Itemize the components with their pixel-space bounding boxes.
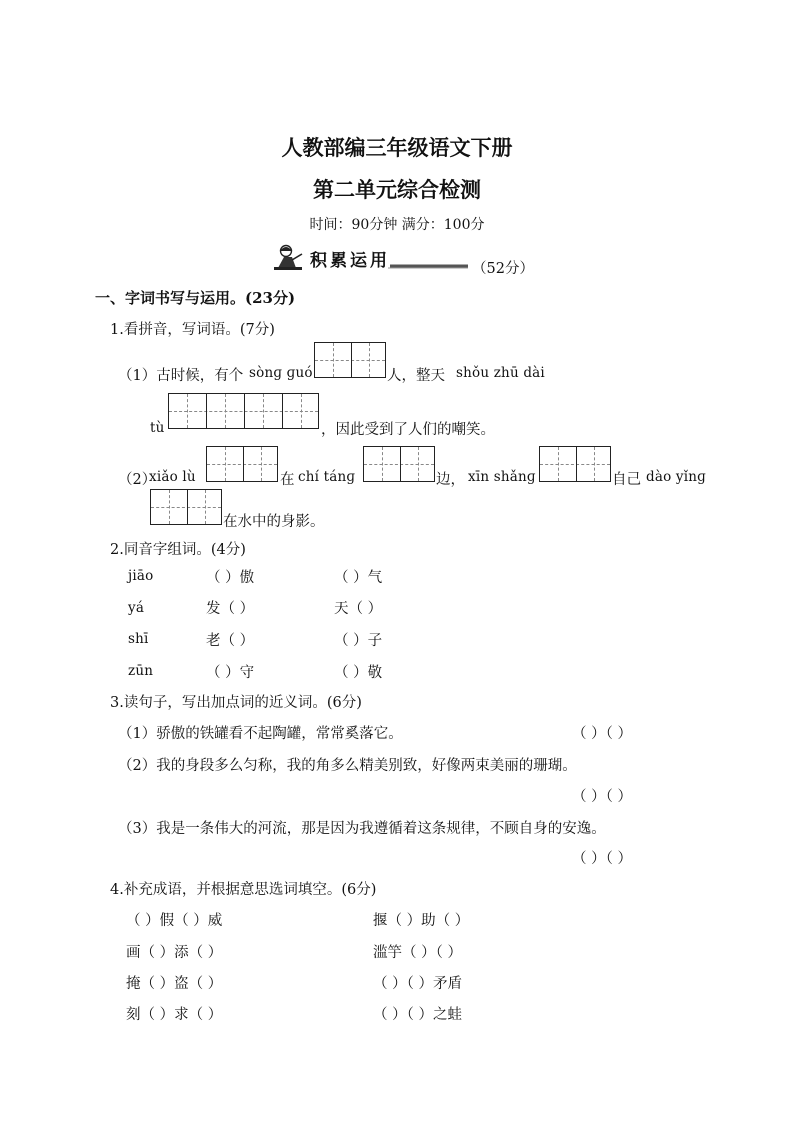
page-title: 人教部编三年级语文下册	[281, 135, 513, 160]
writing-grid[interactable]	[539, 446, 611, 482]
q1-line1-prefix: （1）古时候，有个	[118, 368, 244, 384]
pinyin: chí tánɡ	[298, 469, 356, 485]
time-info: 时间：90分钟 满分：100分	[309, 217, 485, 233]
q3-sentence: （2）我的身段多么匀称，我的角多么精美别致，好像两束美丽的珊瑚。	[118, 758, 577, 774]
pinyin: sònɡ ɡuó	[249, 365, 313, 381]
q2-blank[interactable]: （ ）敬	[334, 665, 383, 681]
writing-grid[interactable]	[206, 446, 278, 482]
q2-pinyin: shī	[128, 631, 149, 647]
q2-blank[interactable]: （ ）傲	[206, 570, 255, 586]
writing-grid[interactable]	[363, 446, 435, 482]
q2-blank[interactable]: 发（ ）	[206, 601, 255, 617]
writing-grid[interactable]	[168, 393, 319, 429]
banner-label: 积累运用	[310, 251, 390, 271]
q3-sentence: （3）我是一条伟大的河流，那是因为我遵循着这条规律，不顾自身的安逸。	[118, 821, 606, 837]
writing-grid[interactable]	[150, 489, 222, 525]
q2-pinyin: yá	[128, 600, 145, 616]
section-banner	[272, 242, 472, 274]
q2-title: 2.同音字组词。(4分)	[110, 542, 246, 558]
q2-blank[interactable]: （ ）子	[334, 633, 383, 649]
section-heading: 一、字词书写与运用。(23分)	[95, 289, 296, 307]
q2-pinyin: jiāo	[128, 568, 154, 584]
section-points: （52分）	[472, 261, 534, 277]
q3-title: 3.读句子，写出加点词的近义词。(6分)	[110, 695, 362, 711]
q3-answer-blanks[interactable]: （ ）（ ）	[572, 851, 632, 867]
idiom-blank[interactable]: 滥竽（ ）（ ）	[373, 945, 462, 961]
q3-answer-blanks[interactable]: （ ）（ ）	[572, 789, 632, 805]
idiom-blank[interactable]: 揠（ ）助（ ）	[373, 913, 470, 929]
idiom-blank[interactable]: 画（ ）添（ ）	[126, 945, 223, 961]
q1-line3-text: 自己	[612, 472, 641, 488]
q3-sentence: （1）骄傲的铁罐看不起陶罐，常常奚落它。	[118, 726, 403, 742]
pinyin: xiǎo lù	[149, 469, 196, 485]
idiom-blank[interactable]: （ ）（ ）矛盾	[373, 976, 462, 992]
q4-title: 4.补充成语，并根据意思选词填空。(6分)	[110, 882, 377, 898]
q2-blank[interactable]: （ ）守	[206, 665, 255, 681]
q2-blank[interactable]: 天（ ）	[334, 601, 383, 617]
idiom-blank[interactable]: （ ）假（ ）威	[126, 913, 223, 929]
q2-blank[interactable]: （ ）气	[334, 570, 383, 586]
pinyin: tù	[150, 420, 165, 436]
pinyin: dào yǐnɡ	[646, 469, 706, 485]
q2-pinyin: zūn	[128, 663, 154, 679]
idiom-blank[interactable]: （ ）（ ）之蛙	[373, 1007, 462, 1023]
q1-line3-text: 在	[280, 472, 295, 488]
q1-line1-mid: 人，整天	[387, 368, 445, 384]
unit-title: 第二单元综合检测	[313, 177, 481, 202]
q3-answer-blanks[interactable]: （ ）（ ）	[572, 726, 632, 742]
q1-line3-text: 边，	[436, 472, 465, 488]
pinyin: xīn shǎnɡ	[468, 469, 536, 485]
q1-line4-text: 在水中的身影。	[223, 514, 325, 530]
pinyin: shǒu zhū dài	[456, 365, 545, 381]
q1-line2-text: ，因此受到了人们的嘲笑。	[321, 422, 495, 438]
idiom-blank[interactable]: 掩（ ）盗（ ）	[126, 976, 223, 992]
idiom-blank[interactable]: 刻（ ）求（ ）	[126, 1007, 223, 1023]
q2-blank[interactable]: 老（ ）	[206, 633, 255, 649]
writing-grid[interactable]	[314, 342, 386, 378]
q1-title: 1.看拼音，写词语。(7分)	[110, 322, 275, 338]
q1-line3-prefix: （2）	[118, 472, 157, 488]
